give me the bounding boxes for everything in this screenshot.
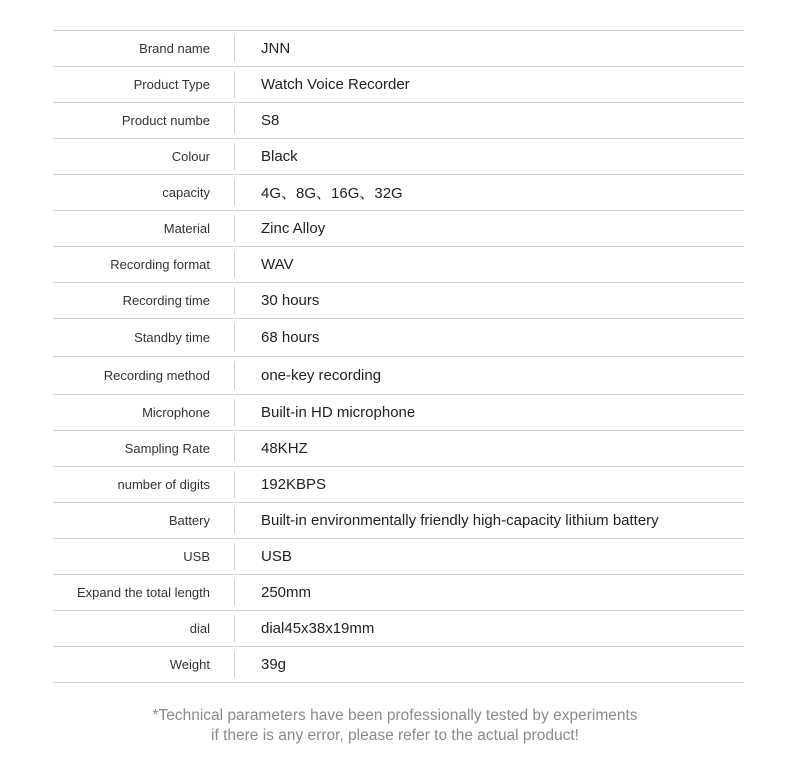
spec-value: WAV: [261, 256, 294, 273]
spec-row-product-number: [53, 103, 744, 139]
spec-value: dial45x38x19mm: [261, 620, 375, 637]
spec-table: [53, 30, 744, 683]
spec-value: Watch Voice Recorder: [261, 76, 410, 93]
spec-row-capacity: [53, 175, 744, 211]
spec-label: Weight: [169, 657, 210, 672]
spec-label: Recording time: [122, 293, 210, 308]
spec-row-product-type: [53, 67, 744, 103]
spec-label: Recording format: [110, 257, 210, 272]
spec-value: S8: [261, 112, 280, 129]
spec-value: JNN: [261, 40, 291, 57]
footnote-line-2: if there is any error, please refer to the actual product!: [211, 727, 579, 744]
spec-label: capacity: [162, 185, 210, 200]
spec-row-battery: [53, 503, 744, 539]
spec-value: 30 hours: [261, 292, 320, 309]
spec-label: Microphone: [142, 405, 210, 420]
spec-value: USB: [261, 548, 292, 565]
spec-row-recording-time: [53, 283, 744, 319]
spec-label: Expand the total length: [77, 585, 210, 600]
spec-row-total-length: [53, 575, 744, 611]
spec-row-recording-method: [53, 357, 744, 395]
spec-value: 250mm: [261, 584, 312, 601]
spec-row-microphone: [53, 395, 744, 431]
spec-value: 48KHZ: [261, 440, 308, 457]
spec-label: Recording method: [103, 368, 210, 383]
spec-value: Built-in environmentally friendly high-capacity lithium battery: [261, 512, 659, 529]
spec-row-number-of-digits: [53, 467, 744, 503]
spec-row-sampling-rate: [53, 431, 744, 467]
spec-value: 39g: [261, 656, 287, 673]
spec-row-recording-format: [53, 247, 744, 283]
spec-value: Built-in HD microphone: [261, 404, 416, 421]
spec-value: 192KBPS: [261, 476, 327, 493]
spec-label: number of digits: [117, 477, 210, 492]
spec-row-usb: [53, 539, 744, 575]
spec-row-standby-time: [53, 319, 744, 357]
spec-label: Material: [163, 221, 210, 236]
spec-row-weight: [53, 647, 744, 683]
spec-label: Brand name: [139, 41, 210, 56]
spec-label: USB: [183, 549, 210, 564]
spec-row-brand-name: [53, 31, 744, 67]
spec-value: 4G、8G、16G、32G: [261, 185, 403, 202]
spec-label: Product Type: [133, 77, 210, 92]
spec-row-material: [53, 211, 744, 247]
spec-value: 68 hours: [261, 329, 320, 346]
spec-value: one-key recording: [261, 367, 382, 384]
disclaimer-footnote: [0, 706, 790, 746]
spec-value: Black: [261, 148, 298, 165]
spec-label: Sampling Rate: [124, 441, 210, 456]
spec-label: dial: [189, 621, 210, 636]
spec-label: Standby time: [134, 330, 210, 345]
spec-label: Colour: [171, 149, 210, 164]
footnote-line-1: *Technical parameters have been professionally tested by experiments: [152, 707, 638, 724]
spec-value: Zinc Alloy: [261, 220, 326, 237]
spec-label: Product numbe: [121, 113, 210, 128]
spec-row-dial: [53, 611, 744, 647]
spec-row-colour: [53, 139, 744, 175]
spec-label: Battery: [168, 513, 210, 528]
